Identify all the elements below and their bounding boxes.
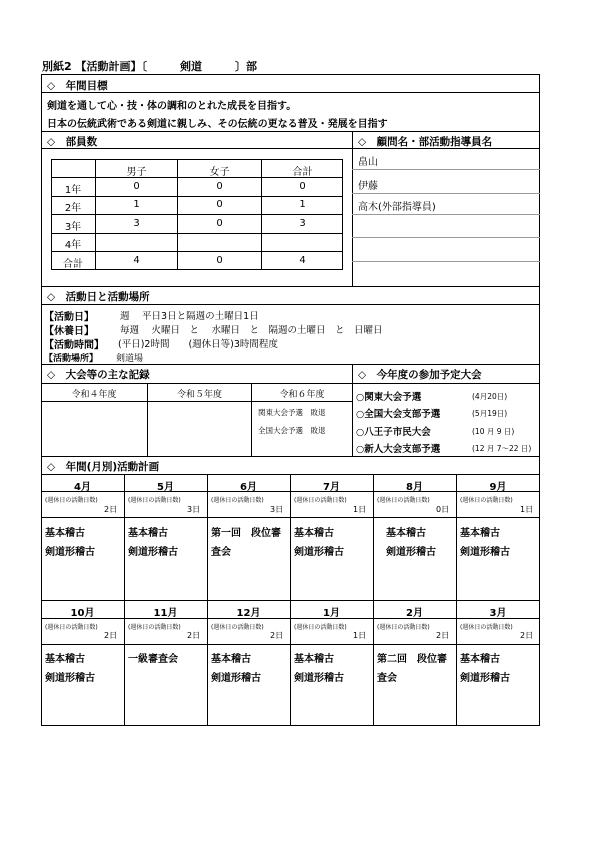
goal-line-1: 剣道を通して心・技・体の調和のとれた成長を目指す。 [47,101,297,112]
advisor-name: 伊藤 [358,181,378,192]
weekend-days-label: (週休日の活動日数) [211,497,264,504]
planned-event: ○新人大会支部予選 [356,444,441,455]
planned-heading: ◇ 今年度の参加予定大会 [358,369,482,381]
month-label: 8月 [406,482,423,493]
month-label: 6月 [240,482,257,493]
plan-line: 基本稽古 [460,654,500,665]
activity-days-value: 週 平日3日と隔週の土曜日1日 [120,311,259,322]
weekend-days: 2日 [520,631,534,640]
records-year: 令和４年度 [71,390,117,400]
goal-line-2: 日本の伝統武術である剣道に親しみ、その伝統の更なる普及・発展を目指す [47,119,388,130]
month-label: 9月 [489,482,507,493]
plan-line: 剣道形稽古 [45,673,95,684]
divider [41,131,540,132]
month-label: 1月 [323,608,340,619]
month-label: 12月 [236,608,261,619]
plan-line: 剣道形稽古 [386,547,436,558]
weekend-days: 3日 [187,505,201,514]
records-year: 令和６年度 [279,390,325,400]
plan-line: 一級審査会 [128,654,178,665]
place-label: 【活動場所】 [44,354,99,364]
advisor-name: 高木(外部指導員) [358,202,436,213]
hours-label: 【活動時間】 [44,340,104,351]
weekend-days: 2日 [187,631,201,640]
planned-date: (4月20日) [472,392,508,401]
page-title: 別紙2 【活動計画】〔 剣道 〕部 [42,60,257,73]
month-label: 5月 [157,482,174,493]
weekend-days: 1日 [520,505,534,514]
plan-line: 剣道形稽古 [294,547,344,558]
plan-line: 剣道形稽古 [45,547,95,558]
place-value: 剣道場 [116,354,144,364]
table-cell: 4 [299,255,306,266]
plan-line: 剣道形稽古 [211,673,261,684]
planned-date: (12 月 7～22 日) [472,444,532,453]
goals-heading: ◇ 年間目標 [47,80,108,92]
advisor-name: 畠山 [358,157,378,168]
plan-line: 基本稽古 [460,528,500,539]
weekend-days-label: (週休日の活動日数) [45,497,98,504]
row-label: 4年 [64,240,82,251]
month-label: 10月 [70,608,95,619]
members-heading: ◇ 部員数 [47,136,98,148]
plan-line: 第一回 段位審 [211,528,281,539]
planned-date: (10 月 9 日) [472,427,515,436]
table-cell: 0 [216,181,223,192]
weekend-days: 1日 [353,631,367,640]
weekend-days: 2日 [104,631,118,640]
plan-line: 基本稽古 [45,528,85,539]
table-cell: 0 [216,255,223,266]
table-cell: 0 [133,181,140,192]
plan-line: 剣道形稽古 [294,673,344,684]
row-label: 3年 [64,222,82,233]
planned-event: ○全国大会支部予選 [356,409,441,420]
weekend-days-label: (週休日の活動日数) [128,497,181,504]
plan-line: 基本稽古 [45,654,85,665]
plan-line: 査会 [377,673,397,684]
weekend-days: 2日 [270,631,284,640]
weekend-days: 1日 [353,505,367,514]
month-label: 11月 [153,608,178,619]
weekend-days-label: (週休日の活動日数) [294,497,347,504]
row-label: 1年 [64,185,82,196]
divider [41,92,540,93]
weekend-days-label: (週休日の活動日数) [377,497,430,504]
divider [352,131,353,286]
weekend-days-label: (週休日の活動日数) [128,624,181,631]
plan-line: 基本稽古 [386,528,426,539]
month-label: 3月 [489,608,507,619]
weekend-days: 3日 [270,505,284,514]
planned-date: (5月19日) [472,409,508,418]
weekend-days: 0日 [436,505,450,514]
month-label: 2月 [406,608,423,619]
plan-line: 基本稽古 [211,654,251,665]
plan-line: 基本稽古 [128,528,168,539]
table-cell: 0 [299,181,306,192]
weekend-days: 2日 [104,505,118,514]
col-header-boys: 男子 [126,167,147,178]
planned-event: ○関東大会予選 [356,392,422,403]
planned-event: ○八王子市民大会 [356,427,431,438]
record-result: 関東大会予選 敗退 [258,408,326,417]
schedule-heading: ◇ 活動日と活動場所 [47,291,150,303]
table-cell: 1 [133,199,140,210]
weekend-days-label: (週休日の活動日数) [294,624,347,631]
activity-days-label: 【活動日】 [44,312,94,323]
month-label: 7月 [323,482,340,493]
col-header-total: 合計 [292,167,313,178]
rest-days-value: 毎週 火曜日 と 水曜日 と 隔週の土曜日 と 日曜日 [120,325,383,336]
table-cell: 0 [216,199,223,210]
weekend-days-label: (週休日の活動日数) [460,497,513,504]
rest-days-label: 【休養日】 [44,326,94,337]
plan-line: 剣道形稽古 [460,547,510,558]
plan-line: 査会 [211,547,231,558]
plan-line: 基本稽古 [294,654,334,665]
col-header-girls: 女子 [209,167,230,178]
hours-value: (平日)2時間 (週休日等)3時間程度 [118,339,278,350]
table-cell: 4 [133,255,140,266]
record-result: 全国大会予選 敗退 [258,426,326,435]
weekend-days-label: (週休日の活動日数) [211,624,264,631]
weekend-days: 2日 [436,631,450,640]
annual-heading: ◇ 年間(月別)活動計画 [47,461,160,473]
plan-line: 剣道形稽古 [460,673,510,684]
row-label: 合計 [63,259,83,270]
advisors-heading: ◇ 顧問名・部活動指導員名 [358,136,493,148]
row-label: 2年 [64,203,82,214]
records-heading: ◇ 大会等の主な記録 [47,369,150,381]
month-label: 4月 [74,482,91,493]
plan-line: 剣道形稽古 [128,547,178,558]
weekend-days-label: (週休日の活動日数) [45,624,98,631]
table-cell: 3 [133,218,140,229]
plan-line: 第二回 段位審 [377,654,447,665]
table-cell: 3 [299,218,306,229]
table-cell: 0 [216,218,223,229]
weekend-days-label: (週休日の活動日数) [377,624,430,631]
table-cell: 1 [299,199,306,210]
plan-line: 基本稽古 [294,528,334,539]
weekend-days-label: (週休日の活動日数) [460,624,513,631]
records-year: 令和５年度 [176,390,222,400]
